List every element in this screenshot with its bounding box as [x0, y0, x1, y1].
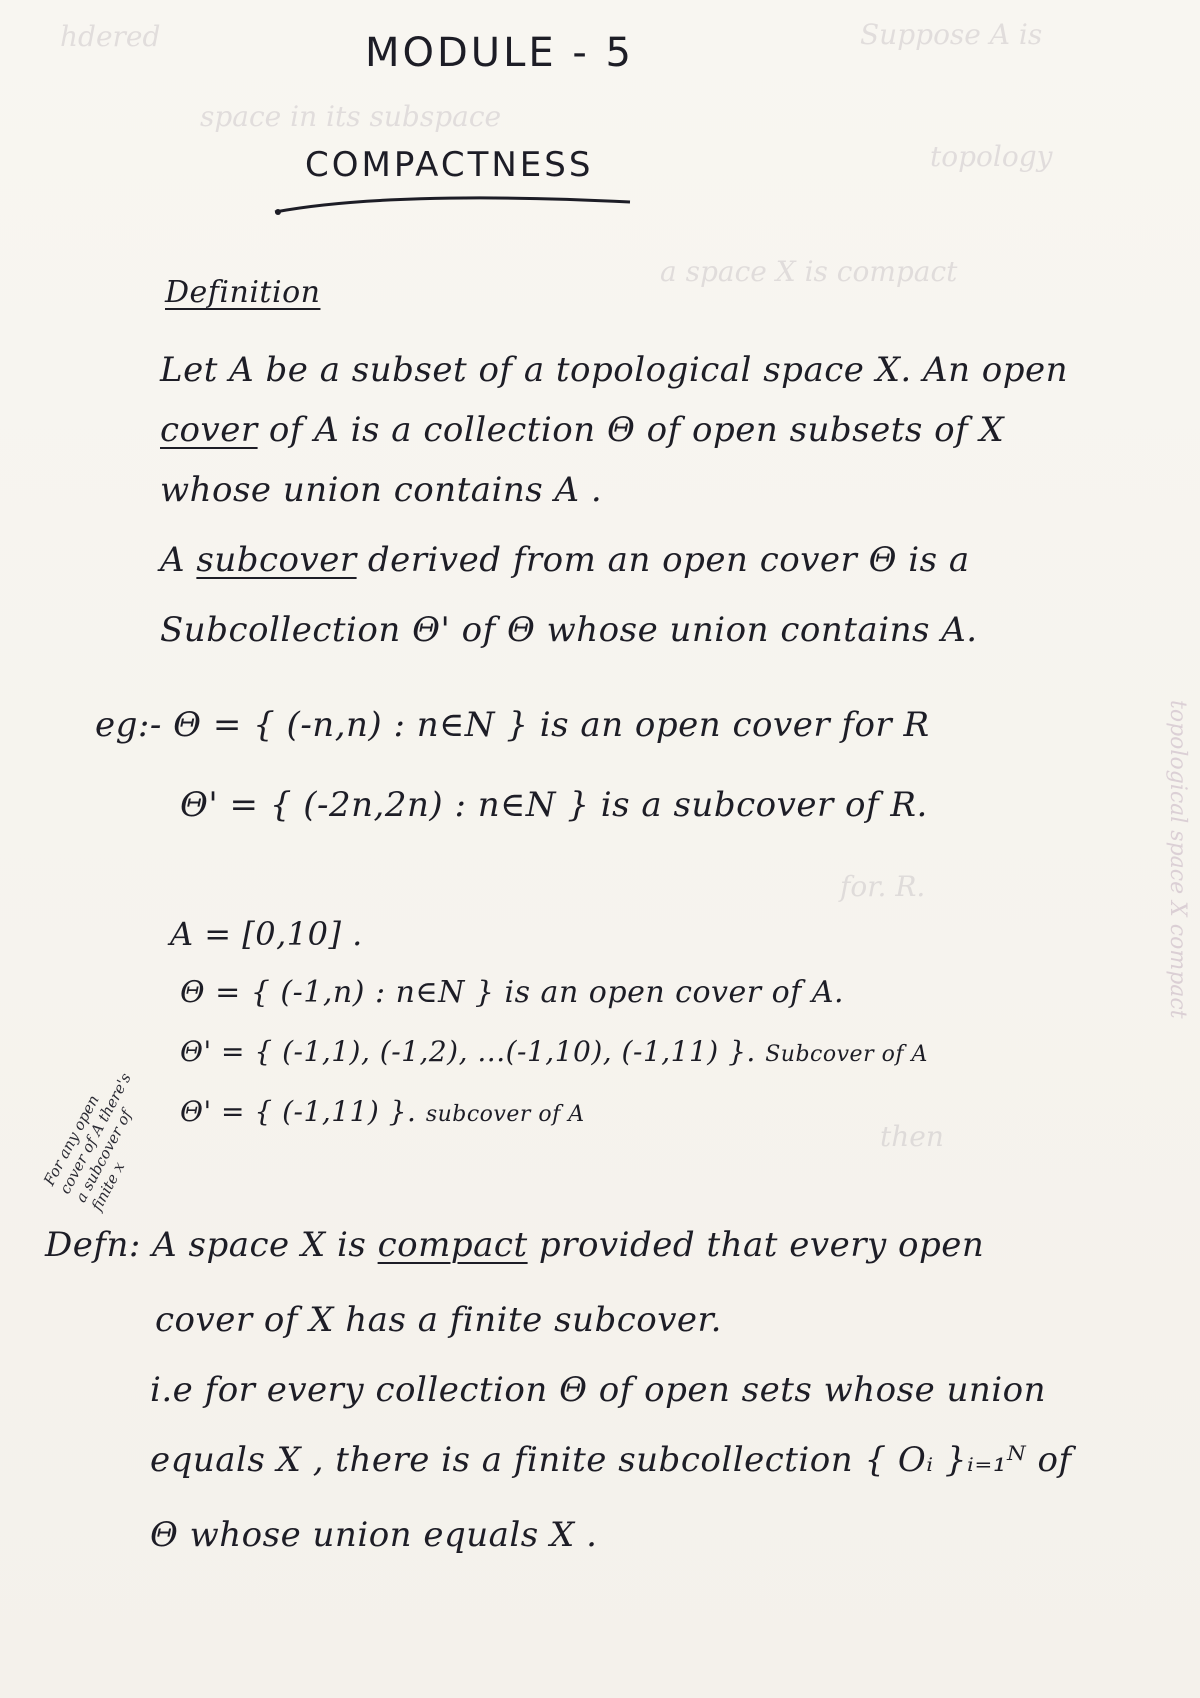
term-cover: cover: [160, 410, 258, 450]
bleed-through-text: a space X is compact: [660, 255, 958, 288]
example-line: Θ = { (-1,n) : n∈N } is an open cover of A.: [180, 975, 845, 1010]
example-line: eg:- Θ = { (-n,n) : n∈N } is an open cover for R: [95, 705, 930, 745]
bleed-through-margin: topological space X compact: [1165, 700, 1190, 1019]
definition-line: Subcollection Θ' of Θ whose union contains A.: [160, 610, 978, 650]
bleed-through-text: hdered: [60, 20, 161, 53]
example-text: Θ' = { (-1,11) }.: [180, 1095, 417, 1128]
bleed-through-text: then: [880, 1120, 944, 1153]
bleed-through-text: space in its subspace: [200, 100, 502, 133]
compact-definition-line: i.e for every collection Θ of open sets whose union: [150, 1370, 1047, 1410]
example-line: A = [0,10] .: [170, 915, 363, 953]
definition-line: whose union contains A .: [160, 470, 603, 510]
term-subcover: subcover: [196, 540, 357, 580]
bleed-through-text: for. R.: [840, 870, 926, 903]
defn-label: Defn:: [45, 1225, 141, 1265]
definition-text: of A is a collection Θ of open subsets of X: [268, 410, 1005, 450]
margin-note: For any open cover of A there's a subcover of finite x: [40, 1070, 136, 1214]
definition-line: [160, 410, 1004, 450]
definition-text: A space X is: [152, 1225, 367, 1265]
title-underline: [270, 190, 640, 220]
bleed-through-text: topology: [930, 140, 1053, 173]
definition-line: [160, 540, 970, 580]
definition-heading: Definition: [165, 275, 321, 310]
definition-line: Let A be a subset of a topological space X. An open: [160, 350, 1069, 390]
compact-definition-line: Θ whose union equals X .: [150, 1515, 598, 1555]
definition-text: derived from an open cover Θ is a: [367, 540, 970, 580]
example-line: Θ' = { (-2n,2n) : n∈N } is a subcover of R.: [180, 785, 928, 825]
definition-text: A: [160, 540, 186, 580]
compact-definition-line: [45, 1225, 984, 1265]
example-line: [180, 1095, 585, 1128]
bleed-through-text: Suppose A is: [860, 18, 1043, 51]
example-text: Θ' = { (-1,1), (-1,2), ...(-1,10), (-1,11) }.: [180, 1035, 756, 1068]
definition-text: provided that every open: [538, 1225, 985, 1265]
example-note: Subcover of A: [765, 1042, 928, 1067]
term-compact: compact: [377, 1225, 528, 1265]
example-line: [180, 1035, 928, 1068]
example-note: subcover of A: [425, 1102, 585, 1127]
compact-definition-line: cover of X has a finite subcover.: [155, 1300, 722, 1340]
compact-definition-line: equals X , there is a finite subcollection { Oᵢ }ᵢ₌₁ᴺ of: [150, 1440, 1072, 1480]
page-title: COMPACTNESS: [305, 145, 594, 185]
module-heading: MODULE - 5: [365, 30, 634, 76]
